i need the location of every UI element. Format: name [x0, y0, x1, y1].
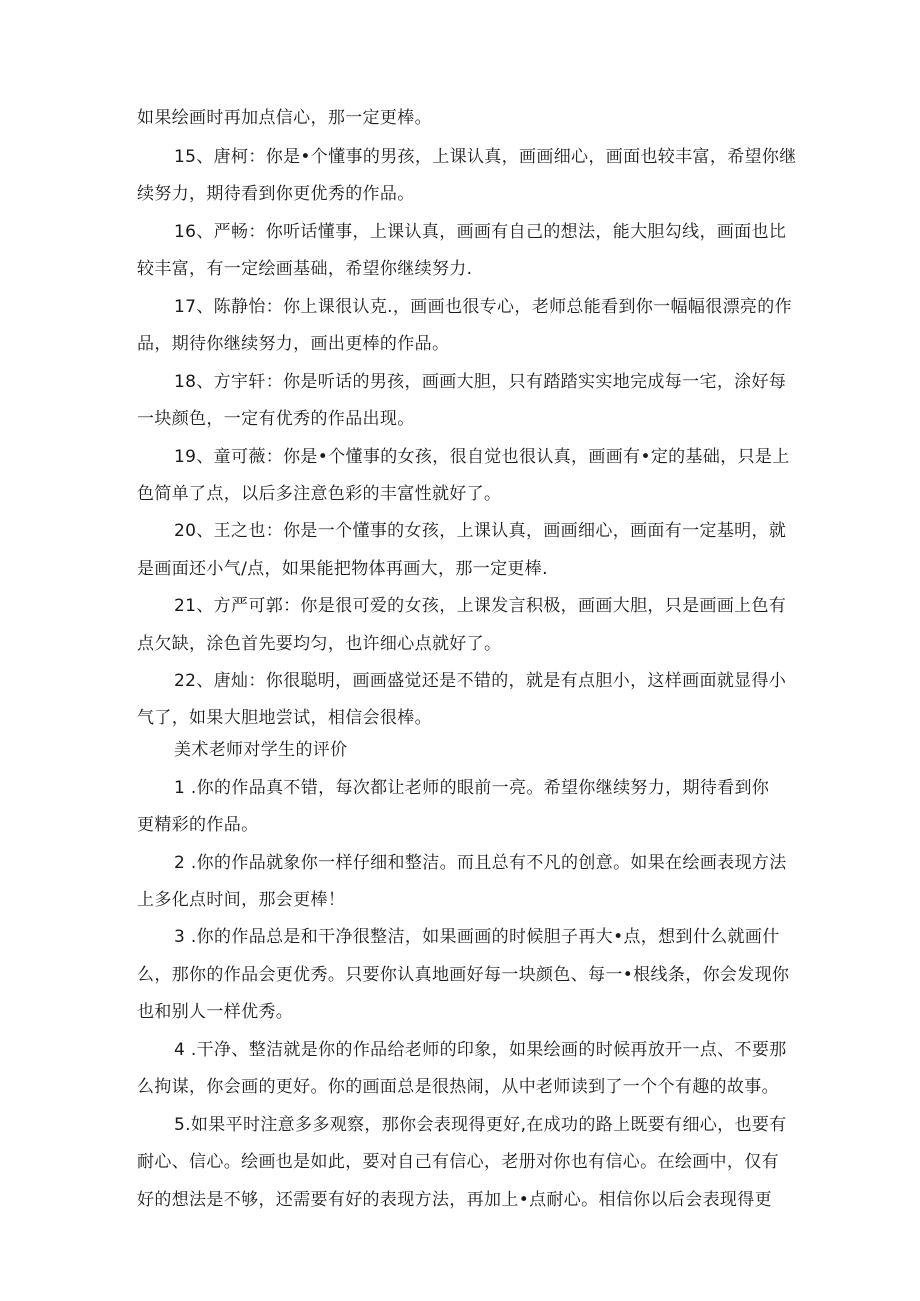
- text-line: 4 .干净、整洁就是你的作品给老师的印象，如果绘画的时候再放开一点、不要那: [174, 1040, 787, 1060]
- text-line: 16、严畅：你听话懂事，上课认真，画画有自己的想法，能大胆勾线，画面也比: [174, 222, 787, 242]
- text-line: 么，那你的作品会更优秀。只要你认真地画好每一块颜色、每一•根线条，你会发现你: [137, 965, 790, 985]
- text-line: 上多化点时间，那会更棒！: [137, 890, 346, 910]
- text-line: 气了，如果大胆地尝试，相信会很棒。: [137, 708, 432, 728]
- text-line: 19、童可薇：你是•个懂事的女孩，很自觉也很认真，画画有•定的基础，只是上: [174, 447, 790, 467]
- text-line: 17、陈静怡：你上课很认克.，画画也很专心，老师总能看到你一幅幅很漂亮的作: [174, 297, 792, 317]
- text-line: 21、方严可郭：你是很可爱的女孩，上课发言积极，画画大胆，只是画画上色有: [174, 596, 787, 616]
- text-line: 色简单了点，以后多注意色彩的丰富性就好了。: [137, 484, 502, 504]
- text-line: 1 .你的作品真不错，每次都让老师的眼前一亮。希望你继续努力，期待看到你: [174, 778, 770, 798]
- text-line: 5.如果平时注意多多观察，那你会表现得更好,在成功的路上既要有细心，也要有: [174, 1115, 787, 1135]
- text-line: 一块颜色，一定有优秀的作品出现。: [137, 409, 415, 429]
- text-line: 15、唐柯：你是•个懂事的男孩，上课认真，画画细心，画面也较丰富，希望你继: [174, 147, 797, 167]
- text-line: 点欠缺，涂色首先要均匀，也许细心点就好了。: [137, 634, 502, 654]
- text-line: 续努力，期待看到你更优秀的作品。: [137, 184, 415, 204]
- text-line: 3 .你的作品总是和干净很整洁，如果画画的时候胆子再大•点，想到什么就画什: [174, 927, 780, 947]
- text-line: 好的想法是不够，还需要有好的表现方法，再加上•点耐心。相信你以后会表现得更: [137, 1190, 772, 1210]
- text-line: 品，期待你继续努力，画出更棒的作品。: [137, 334, 450, 354]
- text-line: 耐心、信心。绘画也是如此，要对自己有信心，老册对你也有信心。在绘画中，仅有: [137, 1152, 779, 1172]
- text-line: 更精彩的作品。: [137, 815, 259, 835]
- text-line: 22、唐灿：你很聪明，画画盛觉还是不错的，就是有点胆小，这样画面就显得小: [174, 671, 787, 691]
- text-line: 么拘谋，你会画的更好。你的画面总是很热闹，从中老师读到了一个个有趣的故事。: [137, 1077, 779, 1097]
- section-heading: 美术老师对学生的评价: [174, 740, 348, 760]
- text-line: 2 .你的作品就象你一样仔细和整洁。而且总有不凡的创意。如果在绘画表现方法: [174, 853, 787, 873]
- text-line: 也和别人一样优秀。: [137, 1002, 294, 1022]
- text-line: 20、王之也：你是一个懂事的女孩，上课认真，画画细心，画面有一定基明，就: [174, 521, 787, 541]
- text-line: 较丰富，有一定绘画基础，希望你继续努力.: [137, 259, 473, 279]
- text-line: 是画面还小气/点，如果能把物体再画大，那一定更棒.: [137, 559, 548, 579]
- text-line: 如果绘画时再加点信心，那一定更棒。: [137, 108, 432, 128]
- text-line: 18、方宇轩：你是听话的男孩，画画大胆，只有踏踏实实地完成每一宅，涂好每: [174, 372, 787, 392]
